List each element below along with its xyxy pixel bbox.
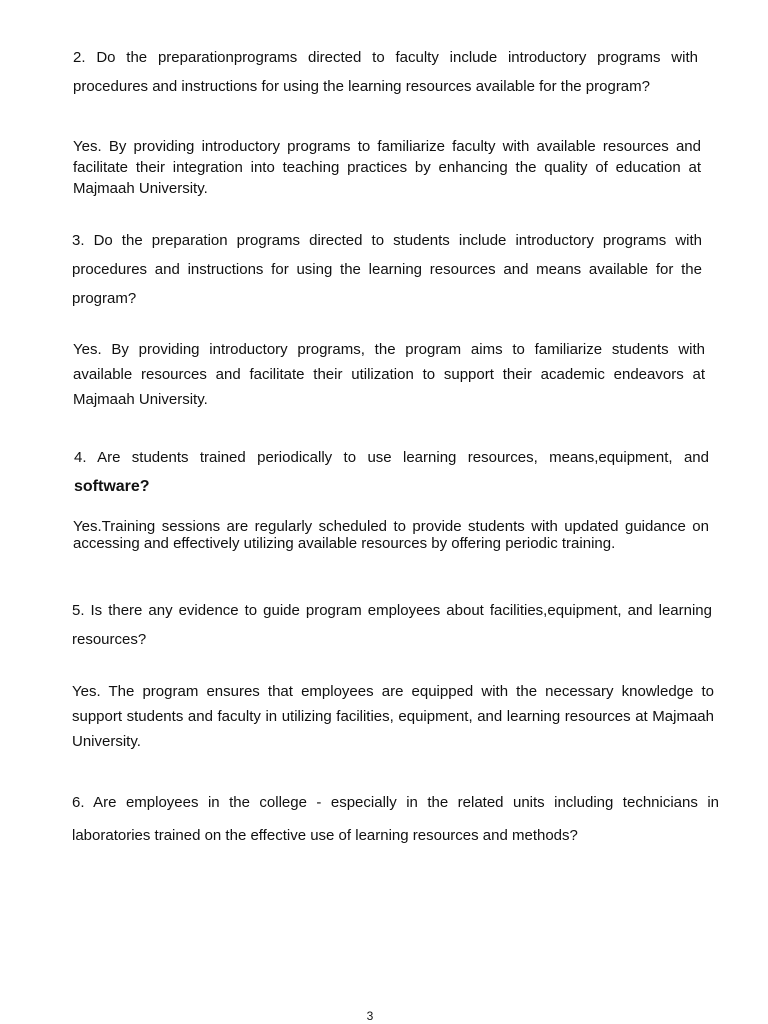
answer-3: Yes. By providing introductory programs, the program aims to familiarize students with available resources and facilitate their utilization to support their academic endeavors at Majmaah University. (73, 341, 705, 408)
question-4-text: 4. Are students trained periodically to use learning resources, means,equipment, and (74, 449, 709, 466)
question-4-bold-word: software? (74, 478, 150, 495)
answer-4: Yes.Training sessions are regularly scheduled to provide students with updated guidance on accessing and effectively utilizing available resources by offering periodic training. (73, 518, 709, 552)
question-3: 3. Do the preparation programs directed to students include introductory programs with procedures and instructions for using the learning resources and means available for the program? (72, 232, 702, 307)
answer-2: Yes. By providing introductory programs to familiarize faculty with available resources and facilitate their integration into teaching practices by enhancing the quality of education at Majmaah University. (73, 138, 701, 197)
answer-5: Yes. The program ensures that employees are equipped with the necessary knowledge to support students and faculty in utilizing facilities, equipment, and learning resources at Majmaah University. (72, 683, 714, 750)
question-4 (74, 443, 709, 501)
page-number: 3 (366, 1009, 374, 1023)
question-2: 2. Do the preparationprograms directed to faculty include introductory programs with procedures and instructions for using the learning resources available for the program? (73, 49, 698, 95)
question-5: 5. Is there any evidence to guide program employees about facilities,equipment, and learning resources? (72, 602, 712, 648)
question-6: 6. Are employees in the college - especially in the related units including technicians in laboratories trained on the effective use of learning resources and methods? (72, 794, 719, 844)
